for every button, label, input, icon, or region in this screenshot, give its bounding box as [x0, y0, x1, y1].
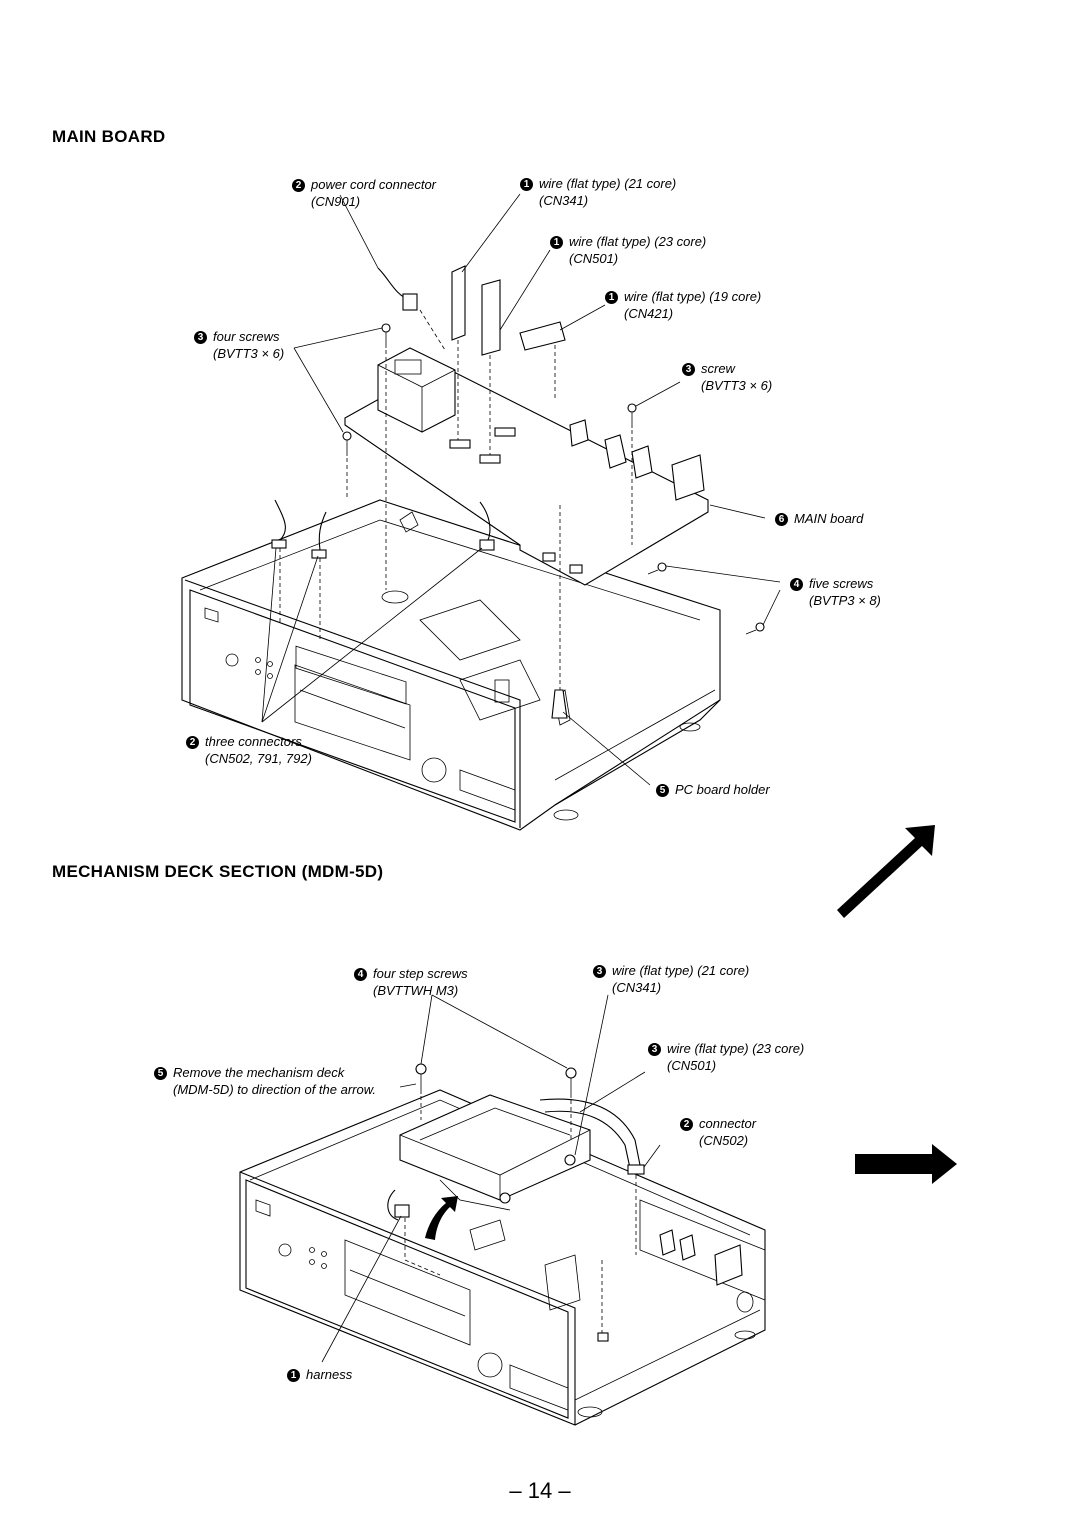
callout-screw: 3 screw (BVTT3 × 6) — [682, 360, 772, 394]
callout-deck-wire-23-core: 3 wire (flat type) (23 core) (CN501) — [648, 1040, 804, 1074]
callout-pc-board-holder: 5 PC board holder — [656, 781, 770, 798]
screw-main-5 — [746, 623, 764, 634]
callout-four-step-screws: 4 four step screws (BVTTWH M3) — [354, 965, 468, 999]
right-arrow-icon — [855, 1144, 957, 1184]
callout-wire-23-core: 1 wire (flat type) (23 core) (CN501) — [550, 233, 706, 267]
mechanism-deck-heading: MECHANISM DECK SECTION (MDM-5D) — [52, 862, 384, 881]
screw-main-4 — [648, 563, 666, 574]
callout-wire-21-core: 1 wire (flat type) (21 core) (CN341) — [520, 175, 676, 209]
callout-remove-mechanism-deck: 5 Remove the mechanism deck (MDM-5D) to direction of the arrow. — [154, 1064, 376, 1098]
main-board-heading: MAIN BOARD — [52, 127, 166, 146]
callout-wire-19-core: 1 wire (flat type) (19 core) (CN421) — [605, 288, 761, 322]
callout-four-screws: 3 four screws (BVTT3 × 6) — [194, 328, 284, 362]
step-screw-1 — [416, 1064, 426, 1094]
callout-connector-cn502: 2 connector (CN502) — [680, 1115, 756, 1149]
callout-three-connectors: 2 three connectors (CN502, 791, 792) — [186, 733, 312, 767]
callout-harness: 1 harness — [287, 1366, 352, 1383]
callout-power-cord-connector: 2 power cord connector (CN901) — [292, 176, 436, 210]
diagonal-arrow-icon — [837, 825, 935, 918]
screw-main-1 — [382, 324, 390, 348]
step-screw-2 — [566, 1068, 576, 1098]
screw-main-2 — [343, 432, 351, 456]
screw-main-3 — [628, 404, 636, 428]
callout-main-board: 6 MAIN board — [775, 510, 863, 527]
callout-deck-wire-21-core: 3 wire (flat type) (21 core) (CN341) — [593, 962, 749, 996]
callout-five-screws: 4 five screws (BVTP3 × 8) — [790, 575, 881, 609]
page-number: – 14 – — [509, 1478, 571, 1503]
